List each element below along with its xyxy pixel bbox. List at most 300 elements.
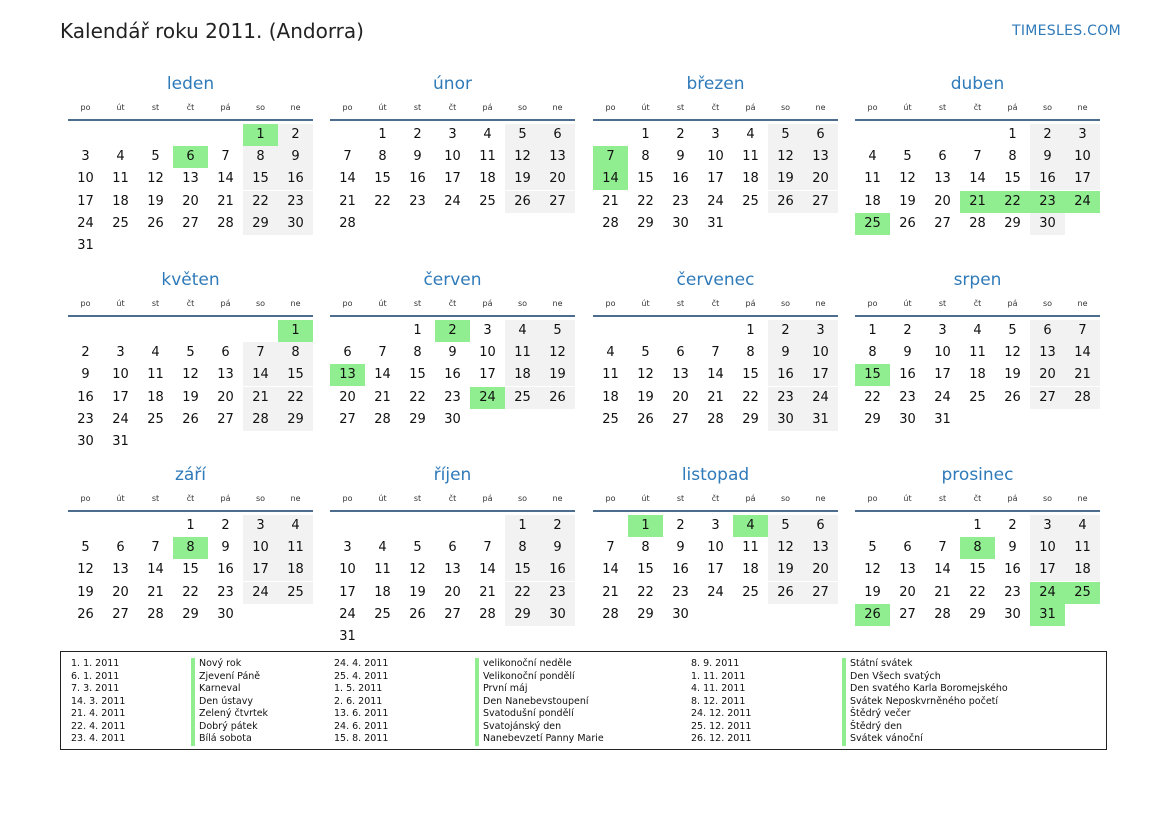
legend-names-col-3 — [850, 658, 1008, 746]
day-cell: 20 — [672, 389, 689, 405]
weekday-label: po — [80, 494, 91, 503]
day-cell: 16 — [217, 562, 234, 578]
day-cell: 10 — [339, 562, 356, 578]
day-cell: 13 — [540, 146, 575, 168]
day-cell: 14 — [1065, 342, 1100, 364]
legend-names-col-1 — [199, 658, 268, 746]
weekday-label: ne — [552, 494, 563, 503]
holiday-day-cell: 21 — [960, 191, 995, 213]
header-divider — [593, 510, 838, 512]
day-cell: 10 — [243, 537, 278, 559]
day-cell: 25 — [147, 411, 164, 427]
day-cell: 5 — [903, 149, 912, 165]
day-cell: 8 — [243, 146, 278, 168]
day-cell: 14 — [374, 367, 391, 383]
day-cell: 23 — [672, 193, 689, 209]
day-cell: 21 — [1065, 364, 1100, 386]
day-cell: 16 — [1030, 168, 1065, 190]
day-cell: 27 — [444, 606, 461, 622]
day-cell: 3 — [243, 515, 278, 537]
day-cell: 20 — [339, 389, 356, 405]
day-cell: 26 — [182, 411, 199, 427]
legend-dates-col-3 — [691, 658, 751, 746]
day-cell: 1 — [973, 518, 982, 533]
day-cell: 12 — [409, 562, 426, 578]
day-cell: 10 — [707, 149, 724, 165]
day-cell: 27 — [540, 191, 575, 213]
day-cell: 11 — [1065, 537, 1100, 559]
day-cell: 10 — [707, 540, 724, 556]
day-cell: 7 — [243, 342, 278, 364]
holiday-day-cell: 2 — [435, 320, 470, 342]
legend-date: 25. 12. 2011 — [691, 720, 752, 732]
day-cell: 28 — [707, 411, 724, 427]
day-cell: 23 — [217, 584, 234, 600]
day-cell: 9 — [540, 537, 575, 559]
weekday-label: čt — [973, 494, 982, 503]
day-cell: 19 — [147, 193, 164, 209]
weekday-label: so — [517, 299, 528, 308]
day-cell: 2 — [768, 320, 803, 342]
day-cell: 25 — [602, 411, 619, 427]
day-cell: 11 — [602, 367, 619, 383]
day-cell: 13 — [1030, 342, 1065, 364]
day-cell: 29 — [969, 606, 986, 622]
day-cell: 16 — [1004, 562, 1021, 578]
legend-date: 14. 3. 2011 — [71, 695, 126, 707]
weekday-label: ne — [1077, 299, 1088, 308]
day-cell: 7 — [973, 149, 982, 165]
day-cell: 1 — [641, 127, 650, 142]
day-cell: 4 — [505, 320, 540, 342]
day-cell: 30 — [444, 411, 461, 427]
day-cell: 18 — [742, 562, 759, 578]
holiday-day-cell: 26 — [855, 604, 890, 626]
weekday-label: út — [116, 299, 125, 308]
weekday-label: so — [780, 103, 791, 112]
day-cell: 28 — [602, 215, 619, 231]
day-cell: 16 — [540, 559, 575, 581]
day-cell: 26 — [768, 582, 803, 604]
legend-date: 8. 12. 2011 — [691, 695, 746, 707]
legend-holiday-name: Den Všech svatých — [850, 670, 941, 682]
day-cell: 14 — [934, 562, 951, 578]
legend-holiday-name: Nový rok — [199, 658, 242, 669]
holiday-day-cell: 14 — [593, 168, 628, 190]
day-cell: 9 — [676, 540, 685, 556]
day-cell: 3 — [938, 323, 947, 338]
day-cell: 21 — [602, 584, 619, 600]
day-cell: 2 — [1008, 518, 1017, 533]
weekday-label: út — [378, 494, 387, 503]
day-cell: 6 — [540, 124, 575, 146]
weekday-label: čt — [186, 494, 195, 503]
day-cell: 27 — [217, 411, 234, 427]
weekday-label: út — [378, 299, 387, 308]
day-cell: 9 — [1008, 540, 1017, 556]
weekday-label: so — [780, 494, 791, 503]
weekday-label: pá — [1007, 103, 1018, 112]
legend-dates-col-2 — [334, 658, 388, 746]
weekday-label: čt — [448, 299, 457, 308]
weekday-label: út — [116, 103, 125, 112]
day-cell: 29 — [864, 411, 881, 427]
day-cell: 4 — [483, 127, 492, 142]
day-cell: 22 — [969, 584, 986, 600]
day-cell: 26 — [1004, 389, 1021, 405]
day-cell: 28 — [217, 215, 234, 231]
day-cell: 14 — [243, 364, 278, 386]
day-cell: 25 — [969, 389, 986, 405]
day-cell: 17 — [1065, 168, 1100, 190]
weekday-label: pá — [745, 103, 756, 112]
day-cell: 25 — [112, 215, 129, 231]
legend-holiday-name: Karneval — [199, 683, 241, 694]
day-cell: 1 — [378, 127, 387, 142]
month-name: prosinec — [941, 465, 1014, 485]
weekday-label: po — [867, 299, 878, 308]
legend-marker — [475, 658, 479, 746]
day-cell: 8 — [868, 345, 877, 361]
holiday-day-cell: 8 — [960, 537, 995, 559]
weekday-label: so — [255, 494, 266, 503]
day-cell: 13 — [803, 146, 838, 168]
weekday-header — [855, 494, 1100, 506]
day-cell: 13 — [803, 537, 838, 559]
day-cell: 12 — [505, 146, 540, 168]
weekday-label: st — [938, 103, 947, 112]
weekday-label: ne — [815, 299, 826, 308]
day-cell: 26 — [147, 215, 164, 231]
weekday-label: po — [342, 494, 353, 503]
weekday-label: pá — [1007, 299, 1018, 308]
weekday-label: pá — [745, 299, 756, 308]
day-cell: 24 — [77, 215, 94, 231]
weekday-label: so — [1042, 494, 1053, 503]
weekday-header — [68, 494, 313, 506]
day-cell: 10 — [803, 342, 838, 364]
day-cell: 28 — [602, 606, 619, 622]
day-cell: 10 — [934, 345, 951, 361]
day-cell: 11 — [742, 149, 759, 165]
day-cell: 2 — [221, 518, 230, 533]
weekday-label: ne — [290, 494, 301, 503]
day-cell: 25 — [742, 193, 759, 209]
day-cell: 7 — [378, 345, 387, 361]
day-cell: 23 — [77, 411, 94, 427]
day-cell: 1 — [868, 323, 877, 338]
day-cell: 26 — [768, 191, 803, 213]
holiday-day-cell: 25 — [1065, 582, 1100, 604]
holiday-day-cell: 23 — [1030, 191, 1065, 213]
day-cell: 31 — [112, 434, 129, 449]
day-cell: 6 — [938, 149, 947, 165]
weekday-label: út — [641, 299, 650, 308]
month-name: březen — [686, 74, 745, 94]
day-cell: 2 — [676, 518, 685, 533]
day-cell: 30 — [672, 606, 689, 622]
day-cell: 31 — [803, 409, 838, 431]
day-cell: 16 — [899, 367, 916, 383]
day-cell: 6 — [903, 540, 912, 556]
brand-link[interactable]: TIMESLES.COM — [1012, 23, 1121, 39]
day-cell: 8 — [505, 537, 540, 559]
day-cell: 25 — [374, 606, 391, 622]
day-cell: 1 — [746, 323, 755, 338]
holiday-day-cell: 7 — [593, 146, 628, 168]
month-name: listopad — [681, 465, 750, 485]
day-cell: 30 — [77, 434, 94, 449]
header-divider — [593, 315, 838, 317]
weekday-label: út — [903, 494, 912, 503]
weekday-header — [593, 103, 838, 115]
day-cell: 10 — [444, 149, 461, 165]
holiday-day-cell: 1 — [628, 515, 663, 537]
day-cell: 5 — [641, 345, 650, 361]
day-cell: 12 — [899, 171, 916, 187]
weekday-label: so — [1042, 103, 1053, 112]
day-cell: 18 — [1065, 559, 1100, 581]
day-cell: 10 — [1065, 146, 1100, 168]
day-cell: 27 — [899, 606, 916, 622]
legend-holiday-name: Zelený čtvrtek — [199, 708, 269, 719]
day-cell: 19 — [637, 389, 654, 405]
weekday-label: čt — [973, 299, 982, 308]
day-cell: 7 — [483, 540, 492, 556]
holiday-day-cell: 24 — [1030, 582, 1065, 604]
day-cell: 16 — [77, 389, 94, 405]
day-cell: 29 — [409, 411, 426, 427]
day-cell: 20 — [803, 559, 838, 581]
day-cell: 28 — [339, 215, 356, 231]
legend-names-col-2 — [483, 658, 604, 746]
day-cell: 19 — [864, 584, 881, 600]
weekday-label: čt — [448, 494, 457, 503]
day-cell: 19 — [409, 584, 426, 600]
day-cell: 15 — [637, 171, 654, 187]
weekday-label: čt — [711, 494, 720, 503]
day-cell: 2 — [903, 323, 912, 338]
month-name: duben — [950, 74, 1005, 94]
legend-date: 6. 1. 2011 — [71, 670, 120, 682]
day-cell: 13 — [444, 562, 461, 578]
day-cell: 30 — [1030, 213, 1065, 235]
day-cell: 4 — [151, 345, 160, 361]
legend-date: 8. 9. 2011 — [691, 658, 740, 669]
day-cell: 3 — [1065, 124, 1100, 146]
day-cell: 7 — [938, 540, 947, 556]
weekday-label: ne — [815, 494, 826, 503]
day-cell: 14 — [969, 171, 986, 187]
weekday-label: po — [867, 494, 878, 503]
day-cell: 22 — [864, 389, 881, 405]
weekday-label: čt — [448, 103, 457, 112]
day-cell: 15 — [409, 367, 426, 383]
day-cell: 22 — [742, 389, 759, 405]
day-cell: 16 — [444, 367, 461, 383]
day-cell: 10 — [112, 367, 129, 383]
weekday-label: čt — [973, 103, 982, 112]
day-cell: 10 — [77, 171, 94, 187]
day-cell: 12 — [768, 537, 803, 559]
day-cell: 4 — [1065, 515, 1100, 537]
day-cell: 15 — [182, 562, 199, 578]
day-cell: 9 — [1030, 146, 1065, 168]
weekday-label: so — [255, 299, 266, 308]
day-cell: 14 — [217, 171, 234, 187]
day-cell: 25 — [505, 387, 540, 409]
weekday-label: po — [605, 494, 616, 503]
day-cell: 12 — [864, 562, 881, 578]
weekday-label: po — [867, 103, 878, 112]
day-cell: 17 — [444, 171, 461, 187]
header-divider — [855, 510, 1100, 512]
day-cell: 21 — [339, 193, 356, 209]
day-cell: 3 — [81, 149, 90, 165]
weekday-label: st — [151, 494, 160, 503]
day-cell: 6 — [116, 540, 125, 556]
day-cell: 22 — [409, 389, 426, 405]
weekday-label: st — [676, 299, 685, 308]
legend-date: 24. 6. 2011 — [334, 720, 389, 732]
day-cell: 16 — [768, 364, 803, 386]
weekday-label: ne — [552, 103, 563, 112]
day-cell: 1 — [186, 518, 195, 533]
day-cell: 24 — [707, 193, 724, 209]
day-cell: 23 — [278, 191, 313, 213]
weekday-label: pá — [745, 494, 756, 503]
day-cell: 20 — [803, 168, 838, 190]
holiday-day-cell: 1 — [278, 320, 313, 342]
weekday-label: po — [80, 103, 91, 112]
weekday-label: pá — [482, 103, 493, 112]
day-cell: 27 — [803, 191, 838, 213]
day-cell: 13 — [899, 562, 916, 578]
day-cell: 13 — [112, 562, 129, 578]
header-divider — [330, 119, 575, 121]
day-cell: 6 — [1030, 320, 1065, 342]
day-cell: 30 — [768, 409, 803, 431]
weekday-label: st — [151, 103, 160, 112]
day-cell: 12 — [147, 171, 164, 187]
header-divider — [855, 119, 1100, 121]
day-cell: 28 — [479, 606, 496, 622]
legend-holiday-name: Štědrý den — [850, 720, 903, 732]
day-cell: 17 — [339, 584, 356, 600]
day-cell: 11 — [969, 345, 986, 361]
day-cell: 31 — [934, 411, 951, 427]
day-cell: 6 — [676, 345, 685, 361]
day-cell: 29 — [505, 604, 540, 626]
day-cell: 15 — [243, 168, 278, 190]
holiday-legend — [60, 651, 1107, 750]
weekday-label: út — [116, 494, 125, 503]
day-cell: 30 — [1004, 606, 1021, 622]
day-cell: 22 — [243, 191, 278, 213]
legend-date: 22. 4. 2011 — [71, 720, 126, 732]
day-cell: 20 — [444, 584, 461, 600]
day-cell: 9 — [221, 540, 230, 556]
day-cell: 6 — [803, 515, 838, 537]
day-cell: 23 — [444, 389, 461, 405]
legend-date: 21. 4. 2011 — [71, 708, 126, 719]
day-cell: 23 — [899, 389, 916, 405]
holiday-day-cell: 6 — [173, 146, 208, 168]
day-cell: 8 — [378, 149, 387, 165]
weekday-label: st — [413, 103, 422, 112]
legend-date: 24. 4. 2011 — [334, 658, 389, 669]
day-cell: 24 — [803, 387, 838, 409]
day-cell: 6 — [803, 124, 838, 146]
day-cell: 26 — [77, 606, 94, 622]
day-cell: 26 — [505, 191, 540, 213]
day-cell: 4 — [973, 323, 982, 338]
day-cell: 9 — [676, 149, 685, 165]
day-cell: 2 — [1030, 124, 1065, 146]
weekday-header — [68, 299, 313, 311]
day-cell: 3 — [711, 127, 720, 142]
legend-date: 23. 4. 2011 — [71, 733, 126, 744]
day-cell: 17 — [112, 389, 129, 405]
day-cell: 11 — [864, 171, 881, 187]
day-cell: 26 — [540, 387, 575, 409]
day-cell: 2 — [278, 124, 313, 146]
weekday-label: út — [903, 103, 912, 112]
day-cell: 17 — [77, 193, 94, 209]
day-cell: 15 — [278, 364, 313, 386]
holiday-day-cell: 31 — [1030, 604, 1065, 626]
day-cell: 8 — [413, 345, 422, 361]
day-cell: 21 — [374, 389, 391, 405]
day-cell: 6 — [221, 345, 230, 361]
weekday-label: út — [641, 494, 650, 503]
day-cell: 14 — [339, 171, 356, 187]
day-cell: 17 — [479, 367, 496, 383]
day-cell: 18 — [602, 389, 619, 405]
day-cell: 17 — [243, 559, 278, 581]
day-cell: 20 — [182, 193, 199, 209]
day-cell: 5 — [1008, 323, 1017, 338]
day-cell: 17 — [707, 562, 724, 578]
legend-holiday-name: Den ústavy — [199, 695, 253, 707]
day-cell: 24 — [707, 584, 724, 600]
day-cell: 12 — [768, 146, 803, 168]
day-cell: 19 — [540, 364, 575, 386]
day-cell: 5 — [768, 515, 803, 537]
day-cell: 26 — [899, 215, 916, 231]
day-cell: 28 — [374, 411, 391, 427]
weekday-header — [330, 299, 575, 311]
day-cell: 31 — [77, 238, 94, 253]
day-cell: 30 — [899, 411, 916, 427]
day-cell: 21 — [243, 387, 278, 409]
day-cell: 23 — [768, 387, 803, 409]
weekday-header — [330, 103, 575, 115]
weekday-label: pá — [482, 494, 493, 503]
day-cell: 18 — [479, 171, 496, 187]
day-cell: 2 — [540, 515, 575, 537]
weekday-label: po — [605, 103, 616, 112]
legend-date: 1. 1. 2011 — [71, 658, 120, 669]
day-cell: 1 — [1008, 127, 1017, 142]
month-name: říjen — [433, 465, 472, 485]
day-cell: 7 — [711, 345, 720, 361]
day-cell: 29 — [637, 215, 654, 231]
day-cell: 28 — [243, 409, 278, 431]
day-cell: 5 — [540, 320, 575, 342]
weekday-label: st — [938, 494, 947, 503]
page-title: Kalendář roku 2011. (Andorra) — [60, 19, 364, 43]
